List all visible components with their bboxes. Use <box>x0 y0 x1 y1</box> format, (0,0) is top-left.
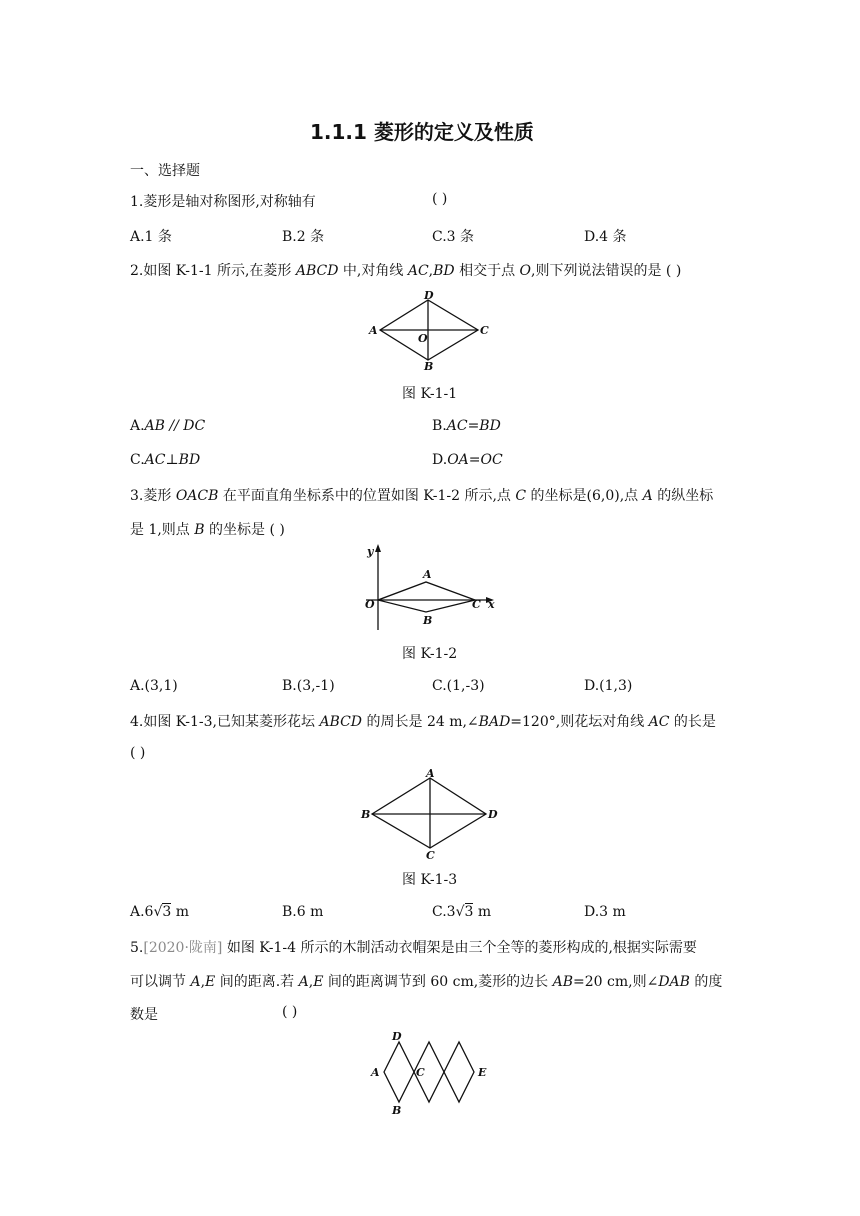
figure-caption: 图 K-1-3 <box>402 872 458 888</box>
q3-option-c: C.(1,-3) <box>432 678 485 694</box>
option-text: OA=OC <box>447 452 503 468</box>
q5-stem-line3: 数是 <box>130 1007 158 1023</box>
q3-option-b: B.(3,-1) <box>282 678 335 694</box>
q5-var: E <box>313 974 324 990</box>
q4-option-a <box>130 904 189 920</box>
q3-stem-line1 <box>130 485 713 505</box>
label-c: C <box>426 849 435 862</box>
q5-stem-line1 <box>130 937 697 957</box>
q2-stem-text: , <box>428 263 434 279</box>
q2-stem-text: 2.如图 K-1-1 所示,在菱形 <box>130 263 296 279</box>
label-x: x <box>488 598 495 611</box>
label-b: B <box>424 360 434 372</box>
label-c: C <box>472 598 481 611</box>
figure-k-1-4 <box>362 1028 502 1120</box>
q3-var: C <box>515 488 527 504</box>
label-e: E <box>478 1066 487 1079</box>
label-o: O <box>418 332 428 345</box>
q5-text: 间的距离调节到 60 cm,菱形的边长 <box>323 974 553 990</box>
q3-text: 的坐标是(6,0),点 <box>526 488 643 504</box>
q5-text: 间的距离.若 <box>215 974 299 990</box>
y-axis-arrow <box>375 544 381 552</box>
q4-answer-paren: ( ) <box>130 745 146 761</box>
q4-var: BAD <box>478 714 511 730</box>
q2-stem-text: 中,对角线 <box>338 263 408 279</box>
sqrt-sign: √ <box>455 904 465 920</box>
option-letter: A. <box>130 418 145 434</box>
q1-answer-paren: ( ) <box>432 191 448 207</box>
option-text: AC=BD <box>446 418 501 434</box>
q5-stem-line2 <box>130 971 722 991</box>
q3-var: OACB <box>175 488 219 504</box>
option-text: AB // DC <box>144 418 206 434</box>
q2-option-d <box>432 452 503 468</box>
figure-k-1-3 <box>356 766 506 862</box>
label-b: B <box>392 1104 402 1117</box>
q3-text: 在平面直角坐标系中的位置如图 K-1-2 所示,点 <box>218 488 516 504</box>
option-letter: D. <box>432 452 448 468</box>
option-letter: B. <box>432 418 447 434</box>
q1-option-d: D.4 条 <box>584 229 627 245</box>
q3-text: 的坐标是 ( ) <box>204 522 285 538</box>
q2-stem-var: O <box>519 263 532 279</box>
section-heading: 一、选择题 <box>130 163 200 179</box>
q4-var: AC <box>648 714 670 730</box>
q4-stem-line1 <box>130 711 716 731</box>
q3-var: A <box>642 488 653 504</box>
rhombus-abcd <box>372 778 486 848</box>
q4-option-c <box>432 904 491 920</box>
q1-option-c: C.3 条 <box>432 229 475 245</box>
rhombus-oacb <box>378 582 475 612</box>
unit: m <box>473 904 492 920</box>
q1-option-b: B.2 条 <box>282 229 325 245</box>
q5-text: =20 cm,则∠ <box>573 974 659 990</box>
q4-var: ABCD <box>319 714 363 730</box>
q2-option-c <box>130 452 200 468</box>
option-letter: C. <box>130 452 145 468</box>
q4-text: 4.如图 K-1-3,已知某菱形花坛 <box>130 714 320 730</box>
q3-text: 的纵坐标 <box>652 488 714 504</box>
q2-stem-text: ,则下列说法错误的是 ( ) <box>531 263 682 279</box>
figure-caption: 图 K-1-1 <box>402 386 458 402</box>
q2-option-b <box>432 418 501 434</box>
q5-number: 5. <box>130 940 144 956</box>
option-text: C.3 <box>432 904 456 920</box>
page-title: 1.1.1 菱形的定义及性质 <box>310 120 534 144</box>
q2-stem-var: BD <box>433 263 455 279</box>
q2-stem-var: AC <box>407 263 429 279</box>
label-d: D <box>488 808 498 821</box>
q3-var: B <box>194 522 205 538</box>
q4-option-d: D.3 m <box>584 904 626 920</box>
q5-text: 的度 <box>689 974 723 990</box>
q2-option-a <box>130 418 205 434</box>
label-c: C <box>416 1066 425 1079</box>
q1-option-a: A.1 条 <box>130 229 172 245</box>
option-text: A.6 <box>130 904 154 920</box>
label-a: A <box>371 1066 380 1079</box>
label-y: y <box>367 545 374 558</box>
option-text: AC⊥BD <box>144 452 201 468</box>
q5-source-tag: [2020·陇南] <box>143 940 223 956</box>
figure-k-1-1 <box>360 288 500 372</box>
label-d: D <box>392 1030 402 1043</box>
q5-var: E <box>205 974 216 990</box>
q4-text: =120°,则花坛对角线 <box>510 714 649 730</box>
q2-stem <box>130 260 681 280</box>
q3-option-d: D.(1,3) <box>584 678 633 694</box>
q3-stem-line2 <box>130 519 285 539</box>
figure-k-1-2 <box>358 542 508 634</box>
q3-text: 3.菱形 <box>130 488 176 504</box>
q2-stem-text: 相交于点 <box>454 263 520 279</box>
radicand: 3 <box>162 904 172 920</box>
label-a: A <box>423 568 432 581</box>
radicand: 3 <box>464 904 474 920</box>
q3-option-a: A.(3,1) <box>130 678 178 694</box>
sqrt-sign: √ <box>153 904 163 920</box>
label-a: A <box>369 324 378 337</box>
unit: m <box>171 904 190 920</box>
q5-text: , <box>200 974 206 990</box>
rhombus-3 <box>444 1042 474 1102</box>
q1-stem: 1.菱形是轴对称图形,对称轴有 <box>130 194 316 210</box>
q5-var: A <box>298 974 309 990</box>
label-a: A <box>426 767 435 780</box>
q5-var: A <box>190 974 201 990</box>
q4-text: 的周长是 24 m,∠ <box>362 714 479 730</box>
q3-text: 是 1,则点 <box>130 522 195 538</box>
label-o: O <box>365 598 375 611</box>
q5-var: DAB <box>658 974 690 990</box>
label-b: B <box>423 614 433 627</box>
q4-option-b: B.6 m <box>282 904 324 920</box>
q2-stem-var: ABCD <box>295 263 339 279</box>
rhombus-1 <box>384 1042 414 1102</box>
label-b: B <box>361 808 371 821</box>
q5-answer-paren: ( ) <box>282 1004 298 1020</box>
q5-text: 可以调节 <box>130 974 191 990</box>
q5-text: , <box>308 974 314 990</box>
label-c: C <box>480 324 489 337</box>
label-d: D <box>424 289 434 302</box>
q5-text: 如图 K-1-4 所示的木制活动衣帽架是由三个全等的菱形构成的,根据实际需要 <box>222 940 697 956</box>
q5-var: AB <box>552 974 574 990</box>
figure-caption: 图 K-1-2 <box>402 646 458 662</box>
q4-text: 的长是 <box>669 714 716 730</box>
